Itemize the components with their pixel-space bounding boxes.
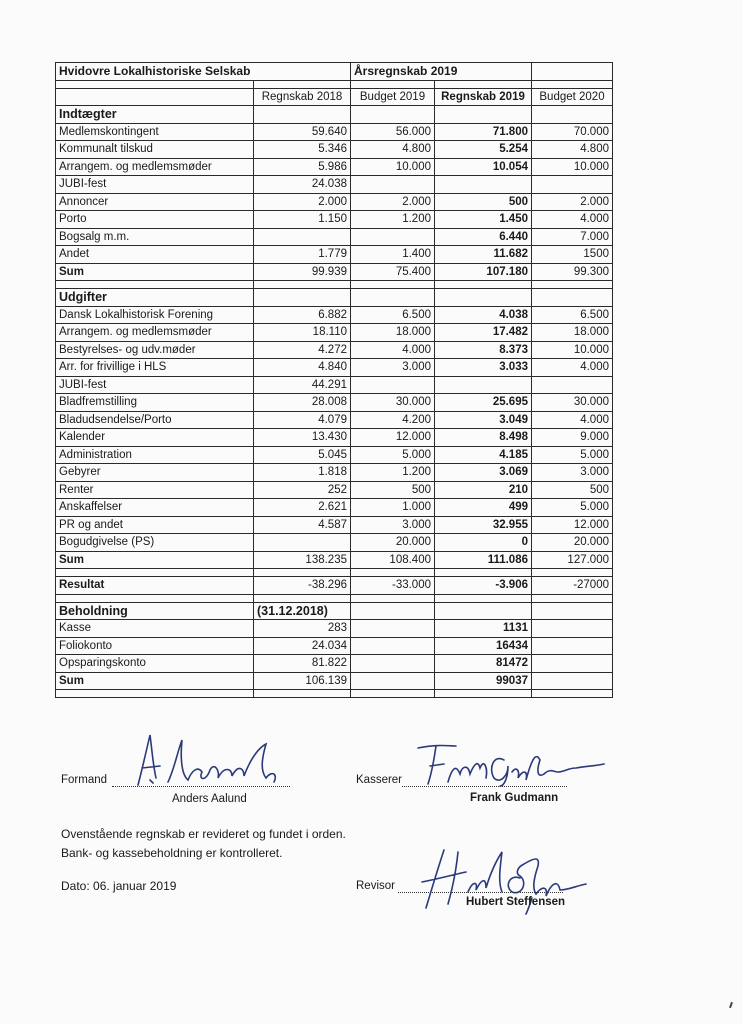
formand-signature-image (128, 730, 288, 790)
value-cell: 4.038 (435, 306, 532, 324)
empty-cell (532, 690, 613, 698)
value-cell (532, 672, 613, 690)
value-cell: 5.254 (435, 141, 532, 159)
section-title: Udgifter (56, 289, 254, 307)
value-cell: 3.000 (532, 464, 613, 482)
row-label: Bestyrelses- og udv.møder (56, 341, 254, 359)
value-cell (351, 376, 435, 394)
value-cell: 1.150 (254, 211, 351, 229)
value-cell: 6.440 (435, 228, 532, 246)
spacer-row (56, 690, 613, 698)
table-row (56, 376, 613, 394)
value-cell: 30.000 (532, 394, 613, 412)
value-cell: 1.818 (254, 464, 351, 482)
value-cell: 99037 (435, 672, 532, 690)
value-cell: 75.400 (351, 263, 435, 281)
value-cell: 20.000 (532, 534, 613, 552)
value-cell: 1.000 (351, 499, 435, 517)
row-label: Arrangem. og medlemsmøder (56, 158, 254, 176)
empty-cell (56, 594, 254, 602)
table-row (56, 341, 613, 359)
value-cell (254, 228, 351, 246)
value-cell: 0 (435, 534, 532, 552)
table-row (56, 637, 613, 655)
table-row (56, 324, 613, 342)
value-cell: 500 (435, 193, 532, 211)
value-cell: 99.300 (532, 263, 613, 281)
value-cell: 8.498 (435, 429, 532, 447)
column-header: Budget 2019 (351, 88, 435, 106)
value-cell: 28.008 (254, 394, 351, 412)
table-row (56, 481, 613, 499)
spacer-row (56, 569, 613, 577)
row-label: Medlemskontingent (56, 123, 254, 141)
value-cell: 56.000 (351, 123, 435, 141)
row-label: Andet (56, 246, 254, 264)
value-cell: 4.840 (254, 359, 351, 377)
value-cell: 8.373 (435, 341, 532, 359)
empty-cell (532, 602, 613, 620)
value-cell: 1.200 (351, 464, 435, 482)
accounts-table (55, 62, 613, 698)
value-cell: 30.000 (351, 394, 435, 412)
empty-cell (351, 106, 435, 124)
empty-cell (351, 690, 435, 698)
empty-cell (351, 602, 435, 620)
value-cell: 1131 (435, 620, 532, 638)
empty-cell (254, 594, 351, 602)
empty-cell (532, 569, 613, 577)
value-cell: 283 (254, 620, 351, 638)
table-row (56, 516, 613, 534)
row-label: Kasse (56, 620, 254, 638)
row-label: Foliokonto (56, 637, 254, 655)
value-cell: 4.272 (254, 341, 351, 359)
section-header-row (56, 106, 613, 124)
audit-note-line-2: Bank- og kassebeholdning er kontrolleret. (61, 846, 283, 860)
empty-cell (254, 106, 351, 124)
empty-cell (532, 594, 613, 602)
empty-cell (435, 80, 532, 88)
empty-cell (56, 281, 254, 289)
empty-cell (254, 569, 351, 577)
value-cell: 17.482 (435, 324, 532, 342)
empty-cell (435, 281, 532, 289)
report-title: Årsregnskab 2019 (351, 63, 532, 81)
spacer-row (56, 80, 613, 88)
spacer-row (56, 594, 613, 602)
value-cell: 10.054 (435, 158, 532, 176)
empty-cell (254, 690, 351, 698)
empty-cell (532, 289, 613, 307)
table-row (56, 141, 613, 159)
value-cell: 107.180 (435, 263, 532, 281)
row-label: Bladudsendelse/Porto (56, 411, 254, 429)
value-cell: 499 (435, 499, 532, 517)
value-cell: 4.000 (532, 411, 613, 429)
value-cell: 1500 (532, 246, 613, 264)
table-row (56, 620, 613, 638)
empty-cell (435, 569, 532, 577)
value-cell: 252 (254, 481, 351, 499)
table-row (56, 246, 613, 264)
table-row (56, 655, 613, 673)
empty-cell (254, 289, 351, 307)
kasserer-signature-image (408, 738, 608, 788)
sum-row (56, 263, 613, 281)
value-cell: 3.049 (435, 411, 532, 429)
row-label: Opsparingskonto (56, 655, 254, 673)
row-label: Bogsalg m.m. (56, 228, 254, 246)
scan-mark (729, 1002, 733, 1008)
empty-cell (351, 80, 435, 88)
row-label: Annoncer (56, 193, 254, 211)
value-cell (351, 228, 435, 246)
holdings-date: (31.12.2018) (254, 602, 351, 620)
value-cell: 16434 (435, 637, 532, 655)
value-cell: 99.939 (254, 263, 351, 281)
empty-cell (435, 106, 532, 124)
value-cell (351, 672, 435, 690)
value-cell (435, 376, 532, 394)
value-cell: -38.296 (254, 577, 351, 595)
value-cell: 6.882 (254, 306, 351, 324)
table-row (56, 464, 613, 482)
empty-cell (532, 63, 613, 81)
value-cell: 2.000 (532, 193, 613, 211)
empty-cell (56, 569, 254, 577)
value-cell: 2.621 (254, 499, 351, 517)
revisor-label: Revisor (356, 880, 395, 892)
value-cell: 4.800 (351, 141, 435, 159)
value-cell (351, 655, 435, 673)
value-cell: 70.000 (532, 123, 613, 141)
table-row (56, 123, 613, 141)
value-cell: 18.000 (532, 324, 613, 342)
row-label: JUBI-fest (56, 376, 254, 394)
row-label: Sum (56, 672, 254, 690)
value-cell: 13.430 (254, 429, 351, 447)
value-cell (532, 620, 613, 638)
value-cell: 2.000 (351, 193, 435, 211)
value-cell: 138.235 (254, 551, 351, 569)
value-cell: 32.955 (435, 516, 532, 534)
column-header: Regnskab 2018 (254, 88, 351, 106)
value-cell: 500 (351, 481, 435, 499)
value-cell: 1.450 (435, 211, 532, 229)
row-label: Administration (56, 446, 254, 464)
empty-cell (254, 80, 351, 88)
empty-cell (254, 281, 351, 289)
value-cell: 20.000 (351, 534, 435, 552)
value-cell: -27000 (532, 577, 613, 595)
value-cell: 5.000 (351, 446, 435, 464)
section-header-row (56, 602, 613, 620)
table-row (56, 359, 613, 377)
empty-cell (435, 602, 532, 620)
value-cell: 4.587 (254, 516, 351, 534)
empty-cell (532, 106, 613, 124)
empty-cell (56, 88, 254, 106)
value-cell: 5.045 (254, 446, 351, 464)
value-cell: 59.640 (254, 123, 351, 141)
row-label: Arrangem. og medlemsmøder (56, 324, 254, 342)
table-row (56, 394, 613, 412)
sum-row (56, 551, 613, 569)
value-cell: 108.400 (351, 551, 435, 569)
row-label: Gebyrer (56, 464, 254, 482)
row-label: PR og andet (56, 516, 254, 534)
value-cell: 12.000 (351, 429, 435, 447)
row-label: Kalender (56, 429, 254, 447)
value-cell: 1.400 (351, 246, 435, 264)
revisor-name: Hubert Steffensen (466, 896, 566, 908)
row-label: Sum (56, 551, 254, 569)
column-header: Regnskab 2019 (435, 88, 532, 106)
value-cell: 3.069 (435, 464, 532, 482)
value-cell: 210 (435, 481, 532, 499)
kasserer-label: Kasserer (356, 774, 403, 786)
value-cell: 4.000 (532, 211, 613, 229)
row-label: Porto (56, 211, 254, 229)
value-cell: 5.986 (254, 158, 351, 176)
value-cell: 1.779 (254, 246, 351, 264)
value-cell: 10.000 (351, 158, 435, 176)
spacer-row (56, 281, 613, 289)
audit-note-line-1: Ovenstående regnskab er revideret og fundet i orden. (61, 827, 346, 841)
accounts-table-body (56, 63, 613, 698)
empty-cell (351, 289, 435, 307)
value-cell: 10.000 (532, 341, 613, 359)
value-cell: 7.000 (532, 228, 613, 246)
empty-cell (56, 690, 254, 698)
table-row (56, 158, 613, 176)
row-label: Resultat (56, 577, 254, 595)
table-row (56, 534, 613, 552)
column-header-row (56, 88, 613, 106)
value-cell: 11.682 (435, 246, 532, 264)
value-cell: 81472 (435, 655, 532, 673)
table-row (56, 411, 613, 429)
value-cell: 4.079 (254, 411, 351, 429)
value-cell: 5.000 (532, 446, 613, 464)
row-label: Renter (56, 481, 254, 499)
column-header: Budget 2020 (532, 88, 613, 106)
table-row (56, 429, 613, 447)
formand-name: Anders Aalund (172, 793, 247, 805)
result-row (56, 577, 613, 595)
sum-row (56, 672, 613, 690)
value-cell: 25.695 (435, 394, 532, 412)
value-cell: 2.000 (254, 193, 351, 211)
value-cell: 1.200 (351, 211, 435, 229)
empty-cell (351, 594, 435, 602)
value-cell: 106.139 (254, 672, 351, 690)
title-row (56, 63, 613, 81)
value-cell: 4.000 (532, 359, 613, 377)
row-label: Kommunalt tilskud (56, 141, 254, 159)
row-label: Sum (56, 263, 254, 281)
empty-cell (435, 690, 532, 698)
value-cell: 6.500 (351, 306, 435, 324)
value-cell (435, 176, 532, 194)
kasserer-name: Frank Gudmann (470, 792, 559, 804)
value-cell: -3.906 (435, 577, 532, 595)
table-row (56, 211, 613, 229)
table-row (56, 176, 613, 194)
empty-cell (56, 80, 254, 88)
value-cell (532, 376, 613, 394)
date-line: Dato: 06. januar 2019 (61, 879, 177, 893)
value-cell: -33.000 (351, 577, 435, 595)
value-cell: 111.086 (435, 551, 532, 569)
value-cell: 3.000 (351, 516, 435, 534)
empty-cell (351, 569, 435, 577)
value-cell: 4.185 (435, 446, 532, 464)
row-label: JUBI-fest (56, 176, 254, 194)
empty-cell (435, 594, 532, 602)
value-cell: 500 (532, 481, 613, 499)
empty-cell (351, 281, 435, 289)
row-label: Arr. for frivillige i HLS (56, 359, 254, 377)
table-row (56, 228, 613, 246)
row-label: Dansk Lokalhistorisk Forening (56, 306, 254, 324)
value-cell: 81.822 (254, 655, 351, 673)
value-cell (532, 176, 613, 194)
empty-cell (435, 289, 532, 307)
value-cell: 10.000 (532, 158, 613, 176)
value-cell: 12.000 (532, 516, 613, 534)
value-cell (532, 655, 613, 673)
empty-cell (532, 281, 613, 289)
table-row (56, 499, 613, 517)
row-label: Bogudgivelse (PS) (56, 534, 254, 552)
value-cell: 4.200 (351, 411, 435, 429)
value-cell: 3.033 (435, 359, 532, 377)
section-title: Beholdning (56, 602, 254, 620)
table-row (56, 446, 613, 464)
value-cell: 6.500 (532, 306, 613, 324)
section-header-row (56, 289, 613, 307)
value-cell (254, 534, 351, 552)
value-cell: 5.346 (254, 141, 351, 159)
value-cell: 4.000 (351, 341, 435, 359)
value-cell: 9.000 (532, 429, 613, 447)
value-cell: 24.034 (254, 637, 351, 655)
org-name: Hvidovre Lokalhistoriske Selskab (56, 63, 351, 81)
value-cell (351, 620, 435, 638)
formand-label: Formand (61, 774, 108, 786)
value-cell: 3.000 (351, 359, 435, 377)
table-row (56, 306, 613, 324)
value-cell: 4.800 (532, 141, 613, 159)
section-title: Indtægter (56, 106, 254, 124)
row-label: Anskaffelser (56, 499, 254, 517)
empty-cell (532, 80, 613, 88)
row-label: Bladfremstilling (56, 394, 254, 412)
value-cell (351, 176, 435, 194)
value-cell: 71.800 (435, 123, 532, 141)
table-row (56, 193, 613, 211)
value-cell: 18.110 (254, 324, 351, 342)
value-cell: 44.291 (254, 376, 351, 394)
value-cell: 5.000 (532, 499, 613, 517)
value-cell (351, 637, 435, 655)
value-cell: 127.000 (532, 551, 613, 569)
value-cell: 24.038 (254, 176, 351, 194)
value-cell: 18.000 (351, 324, 435, 342)
value-cell (532, 637, 613, 655)
